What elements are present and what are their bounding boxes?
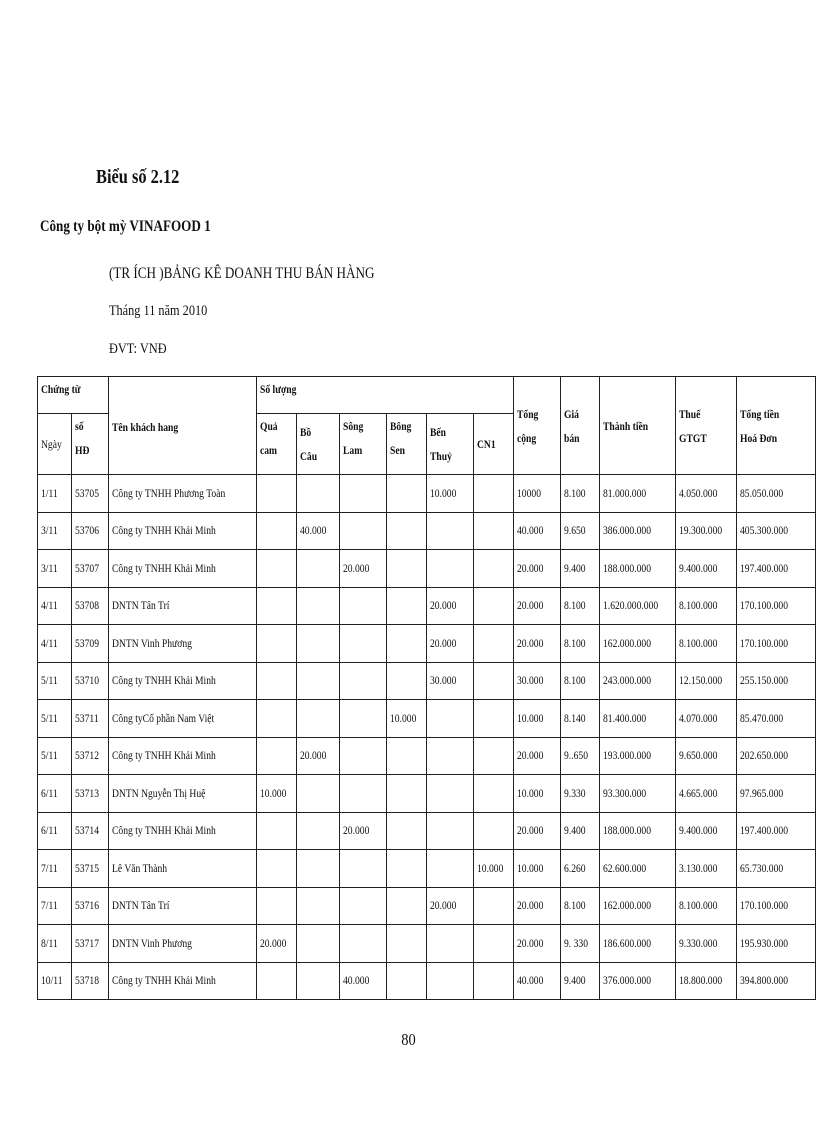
- cell-tong: 85.470.000: [736, 700, 815, 738]
- cell-tong: 97.965.000: [736, 775, 815, 813]
- cell-gb: 9. 330: [560, 925, 599, 963]
- cell-gb: 8.100: [560, 662, 599, 700]
- cell-tc: 20.000: [514, 587, 560, 625]
- table-row: [38, 812, 816, 850]
- cell-qc: [257, 812, 297, 850]
- header-ngay: Ngày: [38, 414, 72, 475]
- cell-bs: [386, 587, 426, 625]
- cell-ten: Công tyCổ phần Nam Việt: [108, 700, 257, 738]
- cell-bc: [297, 475, 339, 513]
- cell-bc: [297, 625, 339, 663]
- cell-bc: [297, 662, 339, 700]
- cell-bt: [426, 850, 474, 888]
- cell-ngay: 3/11: [38, 512, 72, 550]
- cell-ten: DNTN Tân Trí: [108, 887, 257, 925]
- header-bo-cau: Bồ Câu: [297, 414, 339, 475]
- cell-bc: [297, 775, 339, 813]
- cell-tc: 20.000: [514, 550, 560, 588]
- table-row: [38, 887, 816, 925]
- cell-ten: Công ty TNHH Khải Minh: [108, 737, 257, 775]
- cell-sl: 20.000: [339, 812, 386, 850]
- cell-qc: [257, 737, 297, 775]
- cell-bt: [426, 812, 474, 850]
- cell-sl: [339, 625, 386, 663]
- cell-tt: 386.000.000: [599, 512, 675, 550]
- cell-sl: [339, 512, 386, 550]
- cell-gb: 8.100: [560, 587, 599, 625]
- cell-sl: [339, 925, 386, 963]
- cell-cn: [474, 550, 514, 588]
- cell-tc: 40.000: [514, 962, 560, 1000]
- header-thanh-tien: Thành tiền: [599, 377, 675, 475]
- cell-tong: 170.100.000: [736, 587, 815, 625]
- cell-vat: 9.400.000: [675, 550, 736, 588]
- cell-tc: 10.000: [514, 850, 560, 888]
- cell-ten: Công ty TNHH Khải Minh: [108, 812, 257, 850]
- cell-cn: [474, 662, 514, 700]
- cell-sl: [339, 475, 386, 513]
- cell-so: 53716: [71, 887, 108, 925]
- cell-tong: 255.150.000: [736, 662, 815, 700]
- header-thue-gtgt: Thuế GTGT: [675, 377, 736, 475]
- cell-tt: 162.000.000: [599, 625, 675, 663]
- cell-cn: [474, 775, 514, 813]
- cell-ngay: 8/11: [38, 925, 72, 963]
- cell-qc: [257, 587, 297, 625]
- cell-sl: [339, 737, 386, 775]
- cell-tc: 20.000: [514, 737, 560, 775]
- cell-vat: 12.150.000: [675, 662, 736, 700]
- table-row: [38, 625, 816, 663]
- cell-tong: 65.730.000: [736, 850, 815, 888]
- table-row: [38, 587, 816, 625]
- cell-vat: 8.100.000: [675, 625, 736, 663]
- cell-cn: [474, 700, 514, 738]
- cell-tt: 81.400.000: [599, 700, 675, 738]
- cell-tt: 93.300.000: [599, 775, 675, 813]
- cell-sl: [339, 887, 386, 925]
- table-row: [38, 962, 816, 1000]
- cell-so: 53707: [71, 550, 108, 588]
- cell-vat: 8.100.000: [675, 587, 736, 625]
- cell-ten: Công ty TNHH Khải Minh: [108, 662, 257, 700]
- cell-bs: [386, 737, 426, 775]
- cell-qc: [257, 512, 297, 550]
- cell-bt: 30.000: [426, 662, 474, 700]
- header-so-hd: số HĐ: [71, 414, 108, 475]
- table-row: [38, 662, 816, 700]
- cell-bs: 10.000: [386, 700, 426, 738]
- cell-ngay: 6/11: [38, 812, 72, 850]
- cell-tc: 10000: [514, 475, 560, 513]
- cell-so: 53713: [71, 775, 108, 813]
- cell-tong: 170.100.000: [736, 625, 815, 663]
- cell-bs: [386, 812, 426, 850]
- cell-cn: [474, 737, 514, 775]
- cell-bs: [386, 475, 426, 513]
- cell-tt: 162.000.000: [599, 887, 675, 925]
- report-title: (TR ÍCH )BẢNG KÊ DOANH THU BÁN HÀNG: [109, 265, 375, 282]
- cell-bc: [297, 887, 339, 925]
- cell-bt: [426, 737, 474, 775]
- cell-ngay: 7/11: [38, 887, 72, 925]
- cell-tt: 376.000.000: [599, 962, 675, 1000]
- header-song-lam: Sông Lam: [339, 414, 386, 475]
- header-cn1: CN1: [474, 414, 514, 475]
- sales-revenue-table: [37, 376, 816, 1000]
- cell-ten: Công ty TNHH Khải Minh: [108, 550, 257, 588]
- header-bong-sen: Bông Sen: [386, 414, 426, 475]
- cell-ngay: 7/11: [38, 850, 72, 888]
- cell-bs: [386, 512, 426, 550]
- cell-tt: 193.000.000: [599, 737, 675, 775]
- cell-tt: 1.620.000.000: [599, 587, 675, 625]
- cell-so: 53711: [71, 700, 108, 738]
- table-row: [38, 775, 816, 813]
- form-number: Biểu số 2.12: [96, 166, 180, 188]
- cell-tc: 20.000: [514, 812, 560, 850]
- cell-qc: [257, 887, 297, 925]
- cell-tong: 85.050.000: [736, 475, 815, 513]
- cell-vat: 18.800.000: [675, 962, 736, 1000]
- table-row: [38, 700, 816, 738]
- cell-vat: 8.100.000: [675, 887, 736, 925]
- cell-bt: 10.000: [426, 475, 474, 513]
- cell-bc: 40.000: [297, 512, 339, 550]
- cell-sl: [339, 850, 386, 888]
- cell-bt: [426, 962, 474, 1000]
- header-tong-tien: Tổng tiền Hoá Đơn: [736, 377, 815, 475]
- cell-tc: 20.000: [514, 625, 560, 663]
- cell-cn: [474, 587, 514, 625]
- cell-gb: 9..650: [560, 737, 599, 775]
- cell-qc: 10.000: [257, 775, 297, 813]
- cell-sl: [339, 662, 386, 700]
- cell-bt: [426, 925, 474, 963]
- header-ben-thuy: Bến Thuỷ: [426, 414, 474, 475]
- cell-ngay: 5/11: [38, 662, 72, 700]
- cell-cn: [474, 625, 514, 663]
- cell-ngay: 6/11: [38, 775, 72, 813]
- cell-bs: [386, 850, 426, 888]
- cell-tong: 394.800.000: [736, 962, 815, 1000]
- table-row: [38, 737, 816, 775]
- cell-ten: Công ty TNHH Khải Minh: [108, 512, 257, 550]
- cell-ngay: 5/11: [38, 737, 72, 775]
- cell-tc: 10.000: [514, 700, 560, 738]
- cell-so: 53712: [71, 737, 108, 775]
- cell-vat: 4.050.000: [675, 475, 736, 513]
- cell-tc: 40.000: [514, 512, 560, 550]
- header-tong-cong: Tổng cộng: [514, 377, 560, 475]
- cell-qc: 20.000: [257, 925, 297, 963]
- cell-so: 53715: [71, 850, 108, 888]
- cell-cn: [474, 962, 514, 1000]
- cell-vat: 9.330.000: [675, 925, 736, 963]
- header-so-luong: Số lượng: [257, 377, 514, 414]
- cell-ngay: 1/11: [38, 475, 72, 513]
- header-qua-cam: Quả cam: [257, 414, 297, 475]
- table-row: [38, 925, 816, 963]
- cell-vat: 4.665.000: [675, 775, 736, 813]
- cell-tong: 405.300.000: [736, 512, 815, 550]
- cell-so: 53709: [71, 625, 108, 663]
- cell-sl: [339, 700, 386, 738]
- cell-bc: 20.000: [297, 737, 339, 775]
- cell-gb: 9.400: [560, 812, 599, 850]
- cell-tc: 20.000: [514, 887, 560, 925]
- cell-tt: 188.000.000: [599, 550, 675, 588]
- cell-bs: [386, 550, 426, 588]
- cell-gb: 8.140: [560, 700, 599, 738]
- cell-bc: [297, 850, 339, 888]
- cell-tt: 243.000.000: [599, 662, 675, 700]
- cell-gb: 9.330: [560, 775, 599, 813]
- cell-tc: 30.000: [514, 662, 560, 700]
- cell-bs: [386, 925, 426, 963]
- header-chung-tu: Chứng từ: [38, 377, 109, 414]
- cell-bc: [297, 925, 339, 963]
- cell-bt: [426, 700, 474, 738]
- cell-bc: [297, 812, 339, 850]
- table-row: [38, 550, 816, 588]
- cell-sl: 20.000: [339, 550, 386, 588]
- header-row-1: [38, 377, 816, 414]
- cell-tc: 20.000: [514, 925, 560, 963]
- cell-ten: DNTN Nguyễn Thị Huệ: [108, 775, 257, 813]
- cell-gb: 9.400: [560, 550, 599, 588]
- cell-so: 53705: [71, 475, 108, 513]
- cell-bt: 20.000: [426, 887, 474, 925]
- cell-qc: [257, 662, 297, 700]
- cell-so: 53706: [71, 512, 108, 550]
- cell-qc: [257, 625, 297, 663]
- cell-vat: 9.400.000: [675, 812, 736, 850]
- cell-sl: [339, 775, 386, 813]
- cell-bc: [297, 587, 339, 625]
- cell-ngay: 5/11: [38, 700, 72, 738]
- cell-qc: [257, 475, 297, 513]
- cell-bt: [426, 512, 474, 550]
- cell-ngay: 4/11: [38, 587, 72, 625]
- cell-bt: 20.000: [426, 587, 474, 625]
- report-period: Tháng 11 năm 2010: [109, 303, 208, 319]
- cell-gb: 8.100: [560, 887, 599, 925]
- cell-vat: 3.130.000: [675, 850, 736, 888]
- cell-so: 53708: [71, 587, 108, 625]
- cell-tong: 170.100.000: [736, 887, 815, 925]
- cell-tc: 10.000: [514, 775, 560, 813]
- cell-bs: [386, 887, 426, 925]
- cell-so: 53717: [71, 925, 108, 963]
- cell-cn: [474, 925, 514, 963]
- cell-gb: 9.650: [560, 512, 599, 550]
- cell-ngay: 10/11: [38, 962, 72, 1000]
- cell-bc: [297, 700, 339, 738]
- cell-bt: [426, 550, 474, 588]
- cell-tong: 195.930.000: [736, 925, 815, 963]
- cell-vat: 19.300.000: [675, 512, 736, 550]
- cell-cn: 10.000: [474, 850, 514, 888]
- cell-bs: [386, 625, 426, 663]
- cell-bc: [297, 550, 339, 588]
- cell-cn: [474, 475, 514, 513]
- cell-sl: [339, 587, 386, 625]
- table-row: [38, 512, 816, 550]
- cell-tong: 197.400.000: [736, 812, 815, 850]
- currency-unit: ĐVT: VNĐ: [109, 341, 167, 357]
- header-gia-ban: Giá bán: [560, 377, 599, 475]
- cell-cn: [474, 887, 514, 925]
- cell-so: 53714: [71, 812, 108, 850]
- cell-qc: [257, 962, 297, 1000]
- cell-gb: 9.400: [560, 962, 599, 1000]
- cell-bt: [426, 775, 474, 813]
- cell-qc: [257, 550, 297, 588]
- cell-tt: 62.600.000: [599, 850, 675, 888]
- cell-ten: DNTN Tân Trí: [108, 587, 257, 625]
- cell-vat: 4.070.000: [675, 700, 736, 738]
- cell-gb: 8.100: [560, 625, 599, 663]
- cell-qc: [257, 850, 297, 888]
- cell-bs: [386, 775, 426, 813]
- cell-bs: [386, 962, 426, 1000]
- cell-vat: 9.650.000: [675, 737, 736, 775]
- cell-bt: 20.000: [426, 625, 474, 663]
- table-row: [38, 850, 816, 888]
- cell-cn: [474, 512, 514, 550]
- cell-ten: DNTN Vinh Phương: [108, 925, 257, 963]
- cell-sl: 40.000: [339, 962, 386, 1000]
- page-number: 80: [400, 1030, 416, 1049]
- cell-tt: 81.000.000: [599, 475, 675, 513]
- cell-bc: [297, 962, 339, 1000]
- cell-ten: DNTN Vinh Phương: [108, 625, 257, 663]
- cell-gb: 8.100: [560, 475, 599, 513]
- table-row: [38, 475, 816, 513]
- cell-gb: 6.260: [560, 850, 599, 888]
- cell-so: 53718: [71, 962, 108, 1000]
- cell-ngay: 3/11: [38, 550, 72, 588]
- cell-so: 53710: [71, 662, 108, 700]
- cell-tt: 186.600.000: [599, 925, 675, 963]
- cell-ngay: 4/11: [38, 625, 72, 663]
- cell-cn: [474, 812, 514, 850]
- cell-qc: [257, 700, 297, 738]
- company-name: Công ty bột mỳ VINAFOOD 1: [40, 218, 211, 235]
- cell-tong: 202.650.000: [736, 737, 815, 775]
- cell-ten: Công ty TNHH Khải Minh: [108, 962, 257, 1000]
- cell-ten: Lê Văn Thành: [108, 850, 257, 888]
- cell-tong: 197.400.000: [736, 550, 815, 588]
- cell-tt: 188.000.000: [599, 812, 675, 850]
- cell-bs: [386, 662, 426, 700]
- header-ten-khach-hang: Tên khách hang: [108, 377, 257, 475]
- cell-ten: Công ty TNHH Phương Toàn: [108, 475, 257, 513]
